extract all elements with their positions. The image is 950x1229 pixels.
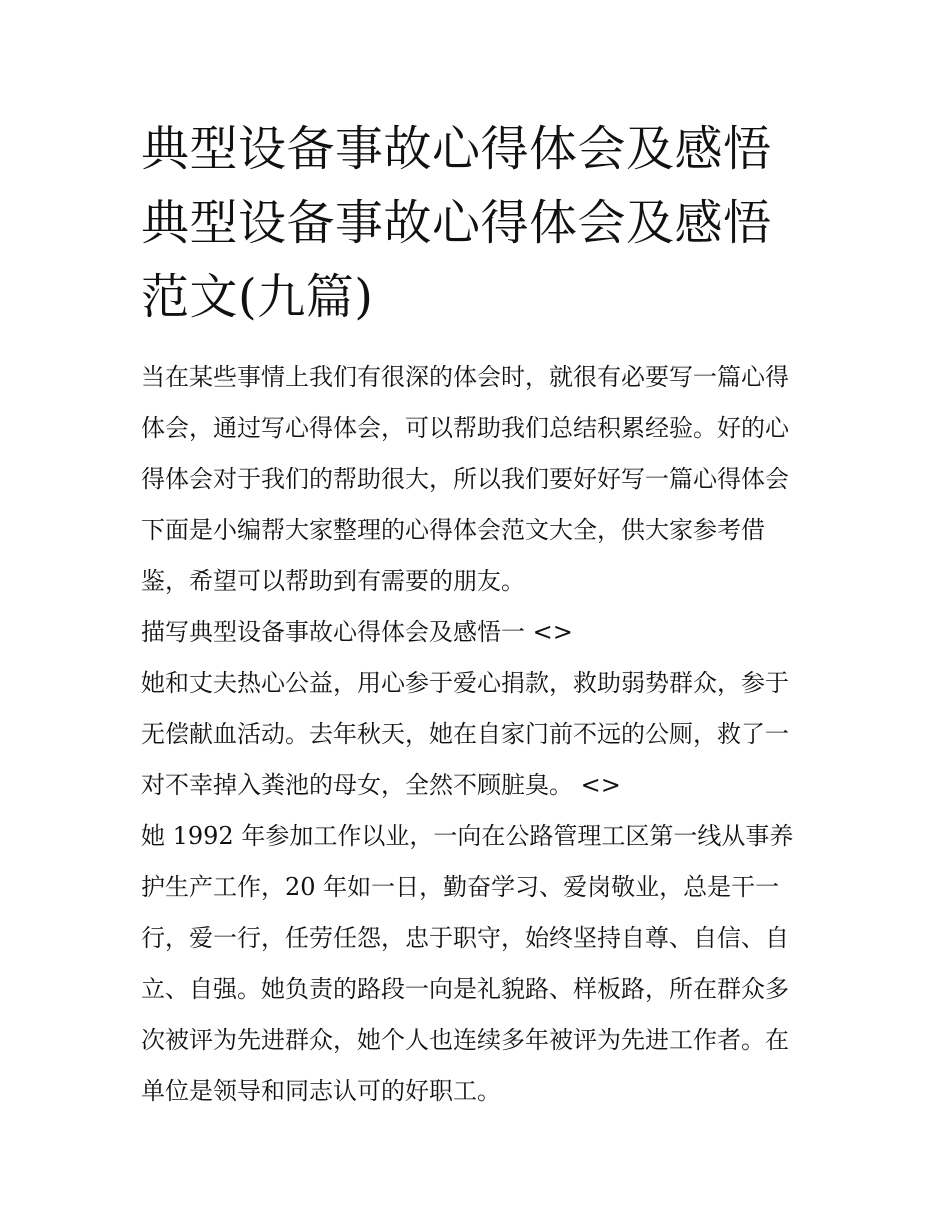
body-line: 无偿献血活动。去年秋天，她在自家门前不远的公厕，救了一 <box>141 720 789 748</box>
body-line: 护生产工作，20 年如一日，勤奋学习、爱岗敬业，总是干一 <box>141 873 780 901</box>
body-line: 当在某些事情上我们有很深的体会时，就很有必要写一篇心得 <box>141 363 789 391</box>
body-line: 次被评为先进群众，她个人也连续多年被评为先进工作者。在 <box>141 1026 789 1054</box>
section-heading: 描写典型设备事故心得体会及感悟一 <> <box>141 618 573 646</box>
body-line: 对不幸掉入粪池的母女，全然不顾脏臭。 <> <box>141 771 621 799</box>
body-line: 立、自强。她负责的路段一向是礼貌路、样板路，所在群众多 <box>141 975 789 1003</box>
body-line: 她 1992 年参加工作以业，一向在公路管理工区第一线从事养 <box>141 822 794 850</box>
document-body <box>141 352 821 1117</box>
body-line: 行，爱一行，任劳任怨，忠于职守，始终坚持自尊、自信、自 <box>141 924 789 952</box>
title-line-2: 典型设备事故心得体会及感悟 <box>141 195 772 251</box>
body-line: 体会，通过写心得体会，可以帮助我们总结积累经验。好的心 <box>141 414 789 442</box>
body-line: 下面是小编帮大家整理的心得体会范文大全，供大家参考借 <box>141 516 765 544</box>
body-line: 鉴，希望可以帮助到有需要的朋友。 <box>141 567 525 595</box>
title-line-3: 范文(九篇) <box>141 269 374 325</box>
title-line-1: 典型设备事故心得体会及感悟 <box>141 121 772 177</box>
body-line: 得体会对于我们的帮助很大，所以我们要好好写一篇心得体会 <box>141 465 789 493</box>
body-line: 单位是领导和同志认可的好职工。 <box>141 1077 501 1105</box>
document-title <box>141 112 821 334</box>
body-line: 她和丈夫热心公益，用心参于爱心捐款，救助弱势群众，参于 <box>141 669 789 697</box>
